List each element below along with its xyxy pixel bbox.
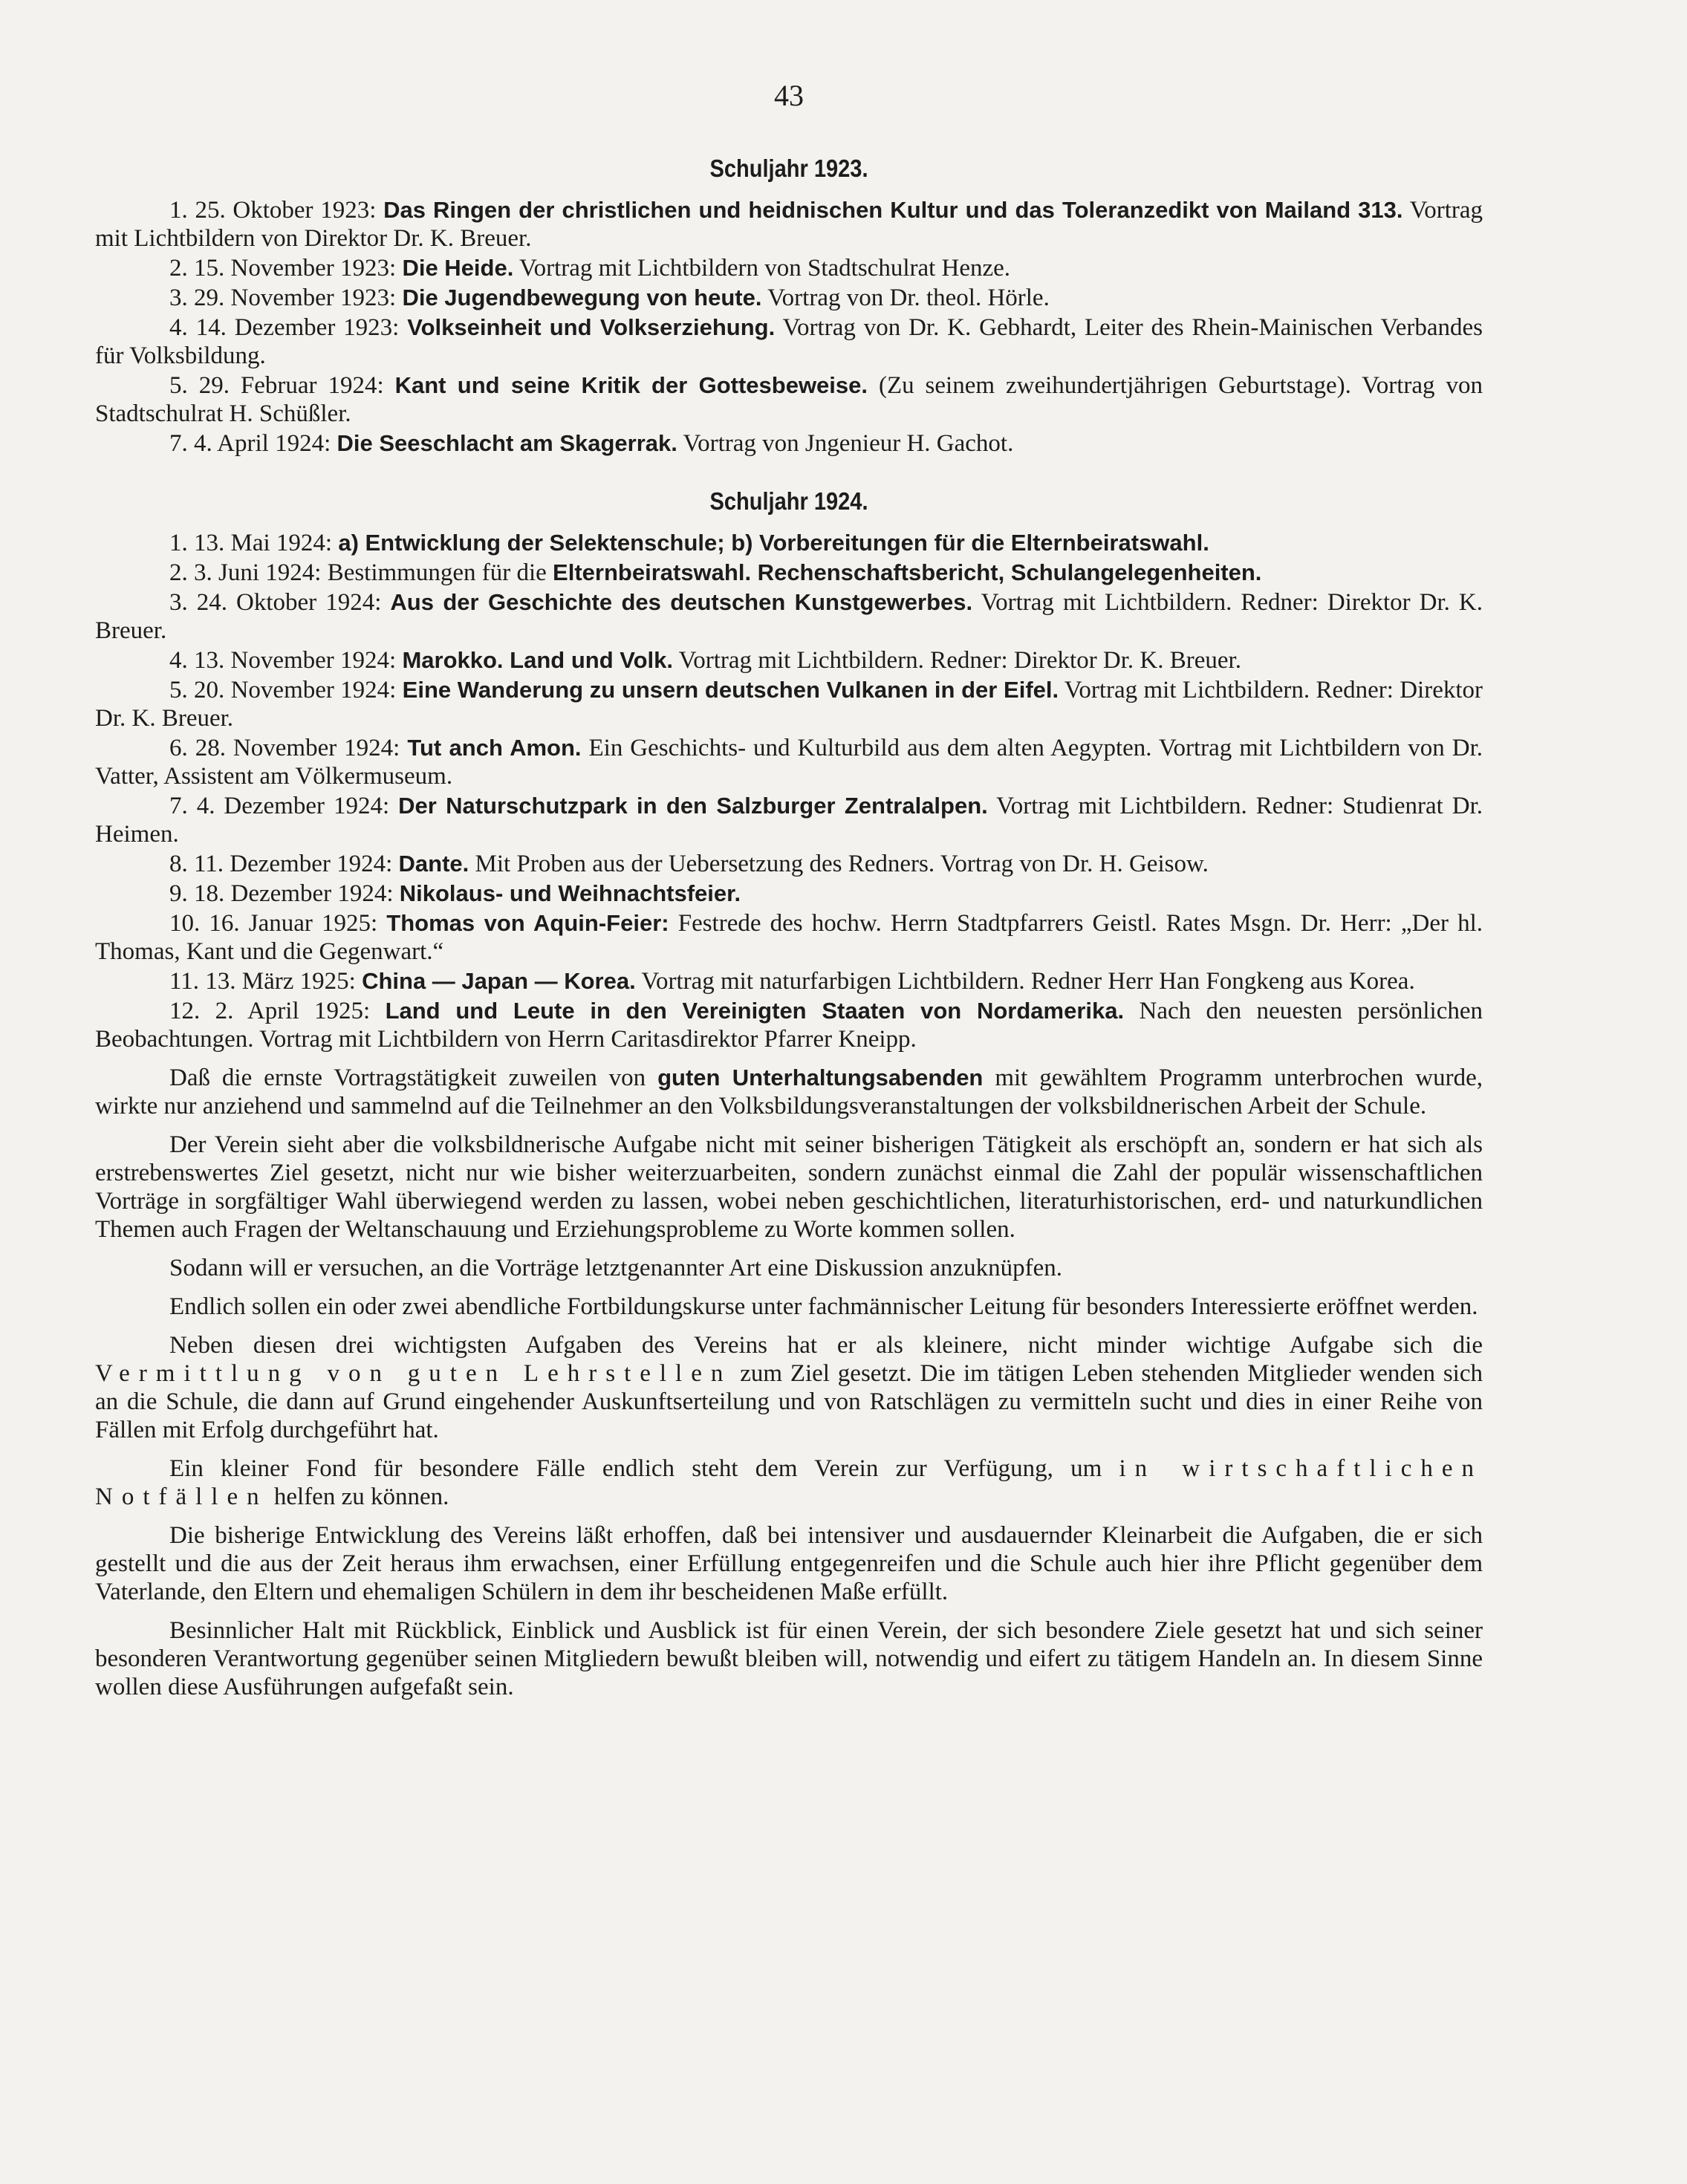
lecture-list-1923 xyxy=(95,196,1483,458)
list-item xyxy=(95,734,1483,790)
paragraph-text: Daß die ernste Vortragstätigkeit zuweilen von xyxy=(169,1065,658,1091)
entry-date: 4. 13. November 1924: xyxy=(169,647,403,674)
entry-topic: Die Heide. xyxy=(402,255,514,281)
entry-topic: Marokko. Land und Volk. xyxy=(402,647,674,673)
entry-topic: China — Japan — Korea. xyxy=(362,968,636,994)
entry-topic: Nikolaus- und Weihnachtsfeier. xyxy=(399,880,741,906)
list-item xyxy=(95,529,1483,557)
entry-topic: Der Naturschutzpark in den Salzburger Zentralalpen. xyxy=(398,793,988,819)
entry-date: 2. 3. Juni 1924: Bestimmungen für die xyxy=(169,559,553,586)
entry-details: Festrede des hochw. Herrn Stadtpfarrers Geistl. Rates Msgn. Dr. Herr: „Der hl. Thomas, Kant und die Gegenwart.“ xyxy=(95,910,1483,965)
list-item xyxy=(95,284,1483,312)
entry-details: Vortrag mit Lichtbildern von Stadtschulrat Henze. xyxy=(513,255,1011,282)
entry-details: Vortrag mit naturfarbigen Lichtbildern. Redner Herr Han Fongkeng aus Korea. xyxy=(635,968,1415,995)
list-item xyxy=(95,909,1483,966)
entry-topic: Thomas von Aquin-Feier: xyxy=(386,910,669,936)
list-item xyxy=(95,646,1483,675)
page-number: 43 xyxy=(774,79,804,112)
paragraph xyxy=(95,1455,1483,1511)
paragraph-text: Ein kleiner Fond für besondere Fälle endlich steht dem Verein zur Verfügung, um xyxy=(169,1455,1119,1482)
paragraph-emphasis: in wirtschaftlichen Notfällen xyxy=(95,1455,1483,1510)
paragraph-text: zum Ziel gesetzt. Die im tätigen Leben stehenden Mitglieder wenden sich an die Schule, die dann auf Grund eingehender Auskunftserteilung und von Ratschlägen zu vermitteln sucht und dies in einer Reihe von Fällen mit Erfolg durchgeführt hat. xyxy=(95,1360,1483,1443)
entry-topic: Elternbeiratswahl. Rechenschaftsbericht, Schulangelegenheiten. xyxy=(553,559,1262,585)
entry-date: 11. 13. März 1925: xyxy=(169,968,363,995)
entry-details: Vortrag von Dr. theol. Hörle. xyxy=(761,285,1050,311)
entry-date: 8. 11. Dezember 1924: xyxy=(169,851,399,877)
entry-topic: Kant und seine Kritik der Gottesbeweise. xyxy=(394,372,868,398)
entry-details: Vortrag mit Lichtbildern. Redner: Direktor Dr. K. Breuer. xyxy=(95,677,1483,732)
entry-topic: Aus der Geschichte des deutschen Kunstgewerbes. xyxy=(390,589,973,615)
paragraph xyxy=(95,1331,1483,1444)
entry-date: 10. 16. Januar 1925: xyxy=(169,910,387,937)
document-page xyxy=(95,79,1483,1701)
entry-topic: Die Jugendbewegung von heute. xyxy=(402,285,762,311)
entry-date: 3. 24. Oktober 1924: xyxy=(169,589,391,616)
list-item xyxy=(95,429,1483,458)
list-item xyxy=(95,676,1483,732)
list-item xyxy=(95,559,1483,587)
entry-details: Ein Geschichts- und Kulturbild aus dem alten Aegypten. Vortrag mit Lichtbildern von Dr. Vatter, Assistent am Völkermuseum. xyxy=(95,735,1483,790)
list-item xyxy=(95,792,1483,848)
entry-topic: Das Ringen der christlichen und heidnischen Kultur und das Toleranzedikt von Mailand 313. xyxy=(383,197,1403,223)
entry-date: 7. 4. April 1924: xyxy=(169,430,337,457)
entry-details: Vortrag von Dr. K. Gebhardt, Leiter des Rhein-Mainischen Verbandes für Volksbildung. xyxy=(95,314,1483,369)
entry-details: Vortrag mit Lichtbildern von Direktor Dr. K. Breuer. xyxy=(95,197,1483,252)
entry-date: 9. 18. Dezember 1924: xyxy=(169,880,400,907)
entry-date: 3. 29. November 1923: xyxy=(169,285,403,311)
entry-details: Mit Proben aus der Uebersetzung des Redners. Vortrag von Dr. H. Geisow. xyxy=(469,851,1209,877)
entry-details: Vortrag mit Lichtbildern. Redner: Direktor Dr. K. Breuer. xyxy=(673,647,1241,674)
entry-topic: Land und Leute in den Vereinigten Staaten von Nordamerika. xyxy=(385,998,1125,1024)
entry-date: 12. 2. April 1925: xyxy=(169,998,386,1024)
entry-date: 1. 25. Oktober 1923: xyxy=(169,197,384,224)
entry-details: (Zu seinem zweihundertjährigen Geburtstage). Vortrag von Stadtschulrat H. Schüßler. xyxy=(95,372,1483,427)
paragraph: Besinnlicher Halt mit Rückblick, Einblick und Ausblick ist für einen Verein, der sich besondere Ziele gesetzt hat und sich seiner besonderen Verantwortung gegenüber seinen Mitgliedern bewußt bleiben will, notwendig und eifert zu tätigem Handeln an. In diesem Sinne wollen diese Ausführungen aufgefaßt sein. xyxy=(95,1617,1483,1700)
section-title-1924: Schuljahr 1924. xyxy=(709,487,868,515)
list-item xyxy=(95,850,1483,878)
entry-topic: Die Seeschlacht am Skagerrak. xyxy=(337,430,677,456)
entry-details: Vortrag von Jngenieur H. Gachot. xyxy=(677,430,1014,457)
list-item xyxy=(95,880,1483,908)
entry-topic: Dante. xyxy=(398,851,469,877)
list-item xyxy=(95,371,1483,428)
paragraph xyxy=(95,1064,1483,1120)
entry-details: Vortrag mit Lichtbildern. Redner: Studienrat Dr. Heimen. xyxy=(95,793,1483,848)
entry-date: 7. 4. Dezember 1924: xyxy=(169,793,399,819)
list-item xyxy=(95,254,1483,282)
section-title-1923: Schuljahr 1923. xyxy=(709,155,868,182)
entry-date: 6. 28. November 1924: xyxy=(169,735,408,761)
list-item xyxy=(95,313,1483,370)
paragraph: Der Verein sieht aber die volksbildnerische Aufgabe nicht mit seiner bisherigen Tätigkeit als erschöpft an, sondern er hat sich als erstrebenswertes Ziel gesetzt, nicht nur wie bisher weiterzuarbeiten, sondern zunächst einmal die Zahl der populär wissenschaftlichen Vorträge in sorgfältiger Wahl überwiegend werden zu lassen, wobei neben geschichtlichen, literaturhistorischen, erd- und naturkundlichen Themen auch Fragen der Weltanschauung und Erziehungsprobleme zu Worte kommen sollen. xyxy=(95,1131,1483,1243)
entry-details: Nach den neuesten persönlichen Beobachtungen. Vortrag mit Lichtbildern von Herrn Caritasdirektor Pfarrer Kneipp. xyxy=(95,998,1483,1053)
entry-date: 5. 20. November 1924: xyxy=(169,677,403,703)
entry-details: Vortrag mit Lichtbildern. Redner: Direktor Dr. K. Breuer. xyxy=(95,589,1483,644)
paragraph-text: Neben diesen drei wichtigsten Aufgaben des Vereins hat er als kleinere, nicht minder wichtige Aufgabe sich die xyxy=(169,1332,1483,1359)
list-item xyxy=(95,196,1483,253)
paragraph-emphasis: guten Unterhaltungsabenden xyxy=(657,1065,984,1091)
lecture-list-1924 xyxy=(95,529,1483,1053)
paragraph: Sodann will er versuchen, an die Vorträge letztgenannter Art eine Diskussion anzuknüpfen. xyxy=(169,1255,1063,1281)
paragraph: Die bisherige Entwicklung des Vereins läßt erhoffen, daß bei intensiver und ausdauernder Kleinarbeit die Aufgaben, die er sich gestellt und die aus der Zeit heraus ihm erwachsen, einer Erfüllung entgegenreifen und die Schule auch hier ihre Pflicht gegenüber dem Vaterlande, den Eltern und ehemaligen Schülern in dem ihr bescheidenen Maße erfüllt. xyxy=(95,1522,1483,1605)
entry-date: 4. 14. Dezember 1923: xyxy=(169,314,408,341)
entry-date: 2. 15. November 1923: xyxy=(169,255,403,282)
paragraph-emphasis: Vermittlung von guten Lehrstellen xyxy=(95,1360,732,1387)
list-item xyxy=(95,588,1483,645)
entry-date: 1. 13. Mai 1924: xyxy=(169,530,339,556)
paragraph: Endlich sollen ein oder zwei abendliche Fortbildungskurse unter fachmännischer Leitung für besonders Interessierte eröffnet werden. xyxy=(169,1293,1478,1320)
paragraph-text: mit gewähltem Programm unterbrochen wurde, wirkte nur anziehend und sammelnd auf die Teilnehmer an den Volksbildungsveranstaltungen der volksbildnerischen Arbeit der Schule. xyxy=(95,1065,1483,1119)
list-item xyxy=(95,997,1483,1053)
entry-topic: Tut anch Amon. xyxy=(407,735,582,761)
body-text xyxy=(95,1064,1483,1701)
paragraph-text: helfen zu können. xyxy=(267,1483,449,1510)
list-item xyxy=(95,967,1483,995)
entry-topic: Eine Wanderung zu unsern deutschen Vulkanen in der Eifel. xyxy=(402,677,1059,703)
entry-topic: Volkseinheit und Volkserziehung. xyxy=(407,314,776,340)
entry-date: 5. 29. Februar 1924: xyxy=(169,372,395,399)
entry-topic: a) Entwicklung der Selektenschule; b) Vorbereitungen für die Elternbeiratswahl. xyxy=(338,530,1209,556)
